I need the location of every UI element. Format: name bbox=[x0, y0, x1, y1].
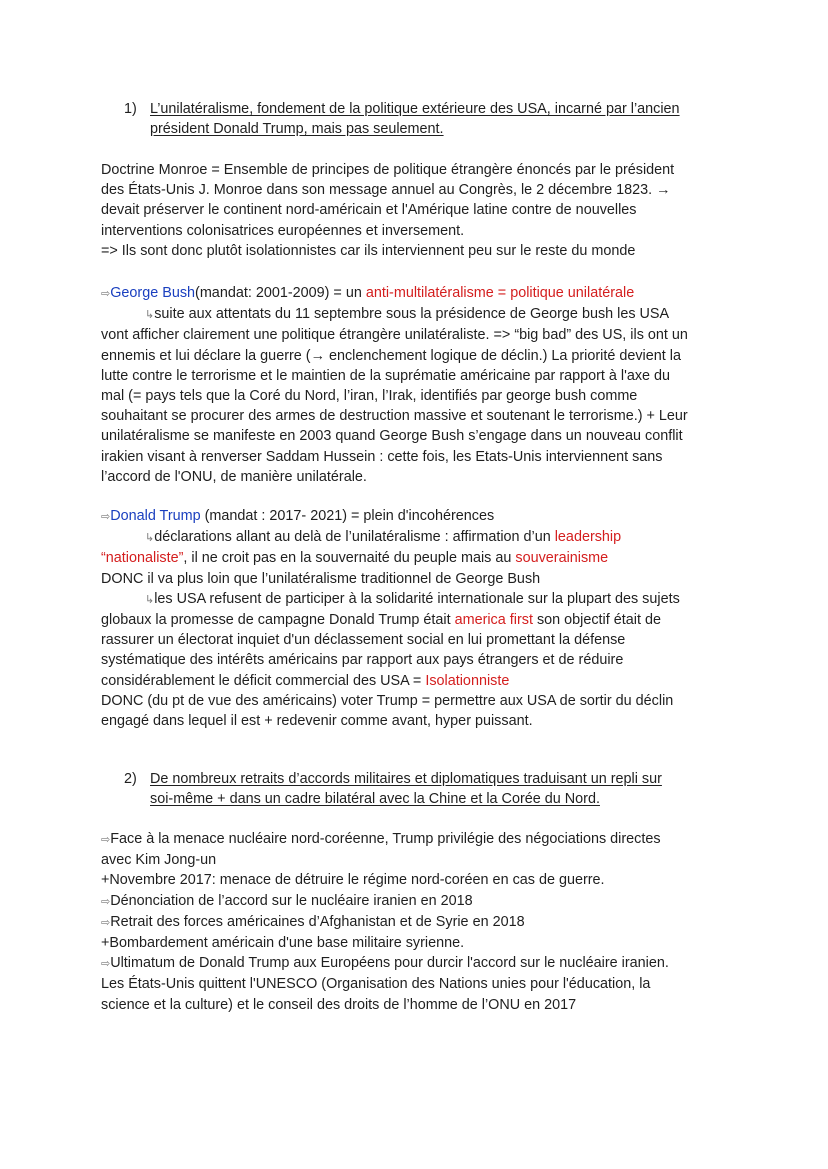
item-text: Dénonciation de l’accord sur le nucléaire iranien en 2018 bbox=[110, 892, 473, 909]
right-arrow-icon: ⇨ bbox=[101, 916, 111, 929]
trump-text: les USA refusent de participer à la solidarité internationale sur la plupart des sujets bbox=[154, 590, 680, 607]
right-arrow-icon: ⇨ bbox=[101, 288, 111, 300]
right-arrow-icon: ⇨ bbox=[101, 895, 111, 908]
trump-declarations-line bbox=[101, 527, 741, 548]
trump-heading-line bbox=[101, 506, 741, 527]
trump-donc2-line: engagé dans lequel il est + redevenir comme avant, hyper puissant. bbox=[101, 713, 533, 730]
bush-line: vont afficher clairement une politique étrangère unilatéraliste. => “big bad” des US, ils ont un bbox=[101, 327, 688, 344]
list-item bbox=[101, 912, 741, 933]
right-arrow-icon: ⇨ bbox=[101, 958, 111, 971]
bush-mandate: (mandat: 2001-2009) = un bbox=[195, 285, 366, 301]
list-item bbox=[101, 891, 741, 912]
bush-line: irakien visant à renverser Saddam Hussein : cette fois, les Etats-Unis interviennent sans bbox=[101, 448, 663, 465]
nationaliste-highlight: “nationaliste” bbox=[101, 550, 184, 567]
bush-heading-line bbox=[101, 283, 741, 304]
section-2-title bbox=[150, 769, 662, 809]
monroe-line: => Ils sont donc plutôt isolationnistes car ils interviennent peu sur le reste du monde bbox=[101, 242, 636, 259]
sub-arrow-icon: ↳ bbox=[145, 593, 155, 606]
item-text: Face à la menace nucléaire nord-coréenne, Trump privilégie des négociations directes bbox=[110, 831, 661, 847]
section-1-title bbox=[150, 99, 680, 139]
trump-donc-line: DONC il va plus loin que l’unilatéralisme traditionnel de George Bush bbox=[101, 570, 541, 587]
right-arrow-icon: ⇨ bbox=[101, 834, 111, 846]
list-item: Les États-Unis quittent l'UNESCO (Organisation des Nations unies pour l'éducation, la bbox=[101, 976, 651, 993]
bush-line: suite aux attentats du 11 septembre sous la présidence de George bush les USA bbox=[154, 306, 670, 323]
america-first-highlight: america first bbox=[454, 612, 533, 629]
item-text: Retrait des forces américaines d’Afghanistan et de Syrie en 2018 bbox=[110, 913, 525, 930]
section-1-heading bbox=[124, 99, 744, 139]
sub-arrow-icon: ↳ bbox=[145, 309, 155, 322]
bush-name: George Bush bbox=[110, 285, 196, 301]
section-2-heading bbox=[124, 769, 744, 809]
trump-text: , il ne croit pas en la souvernaité du peuple mais au bbox=[183, 550, 516, 567]
bush-sub-line bbox=[101, 304, 741, 325]
monroe-line: devait préserver le continent nord-américain et l'Amérique latine contre de nouvelles bbox=[101, 202, 637, 219]
section-1-title-line2: président Donald Trump, mais pas seulement. bbox=[150, 121, 444, 138]
leadership-highlight: leadership bbox=[554, 529, 622, 546]
monroe-line: interventions colonisatrices européennes et inversement. bbox=[101, 222, 465, 239]
bush-line: l’accord de l'ONU, de manière unilatérale. bbox=[101, 468, 367, 485]
bush-line: mal (= pays tels que la Coré du Nord, l’iran, l’Irak, identifiés par george bush comme bbox=[101, 388, 638, 405]
trump-paragraph bbox=[101, 506, 741, 731]
trump-text: considérablement le déficit commercial des USA = bbox=[101, 672, 426, 689]
bush-paragraph bbox=[101, 283, 741, 487]
section-1-number: 1) bbox=[124, 101, 137, 117]
trump-refuse-line bbox=[101, 589, 741, 610]
trump-text: globaux la promesse de campagne Donald Trump était bbox=[101, 612, 455, 629]
trump-donc2-line: DONC (du pt de vue des américains) voter Trump = permettre aux USA de sortir du déclin bbox=[101, 692, 674, 709]
monroe-line: des États-Unis J. Monroe dans son message annuel au Congrès, le 2 décembre 1823. → bbox=[101, 182, 671, 199]
trump-name: Donald Trump bbox=[110, 508, 201, 524]
monroe-paragraph bbox=[101, 160, 741, 261]
sub-arrow-icon: ↳ bbox=[145, 532, 155, 545]
monroe-line: Doctrine Monroe = Ensemble de principes de politique étrangère énoncés par le président bbox=[101, 162, 675, 178]
section-2-items bbox=[101, 829, 741, 1015]
bush-line: lutte contre le terrorisme et le maintien de la suprématie américaine par rapport à l'axe du bbox=[101, 367, 671, 384]
souverainisme-highlight: souverainisme bbox=[515, 550, 609, 567]
list-item bbox=[101, 953, 741, 974]
list-item: +Bombardement américain d'une base militaire syrienne. bbox=[101, 935, 465, 952]
list-item-continued: avec Kim Jong-un bbox=[101, 852, 217, 869]
trump-text: son objectif était de bbox=[532, 612, 661, 629]
section-2-number: 2) bbox=[124, 771, 137, 787]
trump-text: déclarations allant au delà de l’unilatéralisme : affirmation d’un bbox=[154, 529, 555, 546]
bush-policy: anti-multilatéralisme = politique unilatérale bbox=[365, 285, 635, 301]
section-2-title-line1: De nombreux retraits d’accords militaires et diplomatiques traduisant un repli sur bbox=[150, 771, 662, 787]
item-text: Ultimatum de Donald Trump aux Européens pour durcir l'accord sur le nucléaire iranien. bbox=[110, 955, 669, 972]
section-2-title-line2: soi-même + dans un cadre bilatéral avec la Chine et la Corée du Nord. bbox=[150, 791, 600, 808]
list-item bbox=[101, 829, 741, 850]
trump-refuse-line3: rassurer un électorat inquiet d'un déclassement social en lui promettant la défense bbox=[101, 632, 626, 649]
list-item: science et la culture) et le conseil des droits de l’homme de l’ONU en 2017 bbox=[101, 996, 577, 1013]
bush-line: unilatéralisme se manifeste en 2003 quand George Bush s’engage dans un nouveau conflit bbox=[101, 428, 683, 445]
isolationniste-highlight: Isolationniste bbox=[425, 672, 510, 689]
bush-line: ennemis et lui déclare la guerre (→ enclenchement logique de déclin.) La priorité devient la bbox=[101, 347, 681, 364]
trump-mandate: (mandat : 2017- 2021) = plein d'incohérences bbox=[200, 508, 495, 524]
trump-refuse-line4: systématique des intérêts américains par rapport aux pays étrangers et de réduire bbox=[101, 652, 624, 669]
section-1-title-line1: L’unilatéralisme, fondement de la politique extérieure des USA, incarné par l’ancien bbox=[150, 101, 680, 117]
bush-line: souhaitant se procurer des armes de destruction massive et soutenant le terrorisme.) + Leur bbox=[101, 408, 688, 425]
trump-refuse-line2 bbox=[101, 610, 741, 630]
right-arrow-icon: ⇨ bbox=[101, 511, 111, 523]
list-item: +Novembre 2017: menace de détruire le régime nord-coréen en cas de guerre. bbox=[101, 872, 605, 889]
trump-declarations-line2 bbox=[101, 548, 741, 568]
trump-refuse-line5 bbox=[101, 671, 741, 691]
